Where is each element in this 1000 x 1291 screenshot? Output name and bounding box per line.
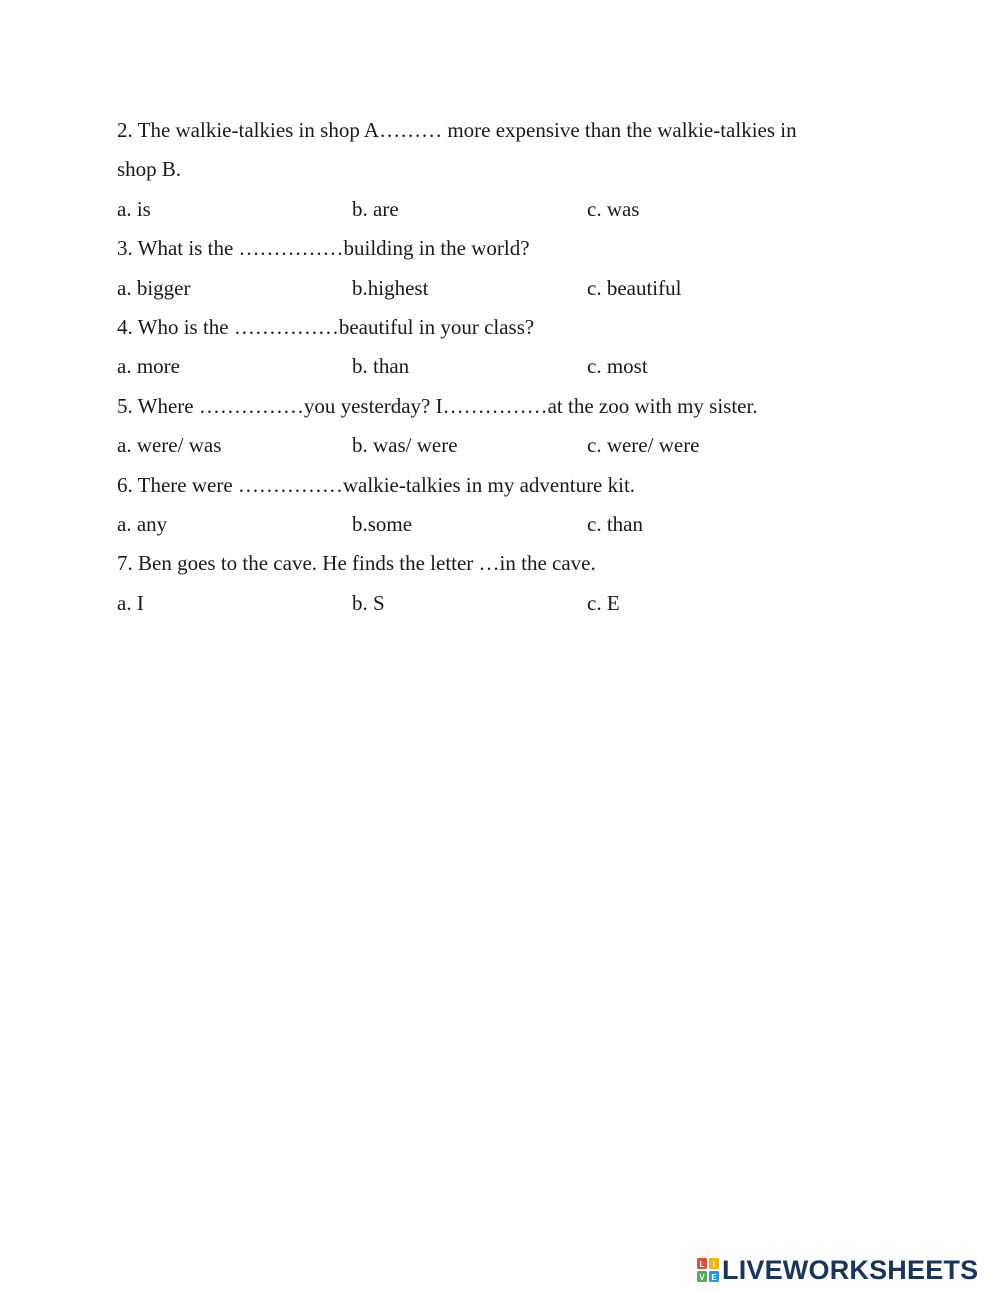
option-c[interactable]: c. were/ were (587, 433, 700, 458)
answer-options (117, 584, 877, 623)
option-b[interactable]: b. are (352, 196, 399, 221)
answer-options (117, 269, 877, 308)
worksheet (117, 111, 877, 623)
option-b[interactable]: b. than (352, 354, 410, 379)
logo-blocks-icon (697, 1258, 719, 1282)
option-c[interactable]: c. E (587, 590, 620, 615)
option-a[interactable]: a. bigger (117, 275, 191, 300)
question-text: 2. The walkie-talkies in shop A……… more expensive than the walkie-talkies in (117, 118, 797, 142)
answer-options (117, 190, 877, 229)
option-a[interactable]: a. any (117, 511, 168, 536)
question-2 (117, 111, 877, 229)
question-text: 6. There were ……………walkie-talkies in my adventure kit. (117, 472, 636, 497)
answer-options (117, 347, 877, 386)
question-7 (117, 544, 877, 623)
liveworksheets-logo (697, 1256, 978, 1284)
option-b[interactable]: b. S (352, 590, 385, 615)
question-text: 3. What is the ……………building in the world? (117, 236, 530, 261)
option-c[interactable]: c. most (587, 354, 648, 379)
question-text: 7. Ben goes to the cave. He finds the letter …in the cave. (117, 551, 596, 576)
option-c[interactable]: c. was (587, 196, 640, 221)
question-6 (117, 466, 877, 545)
question-text: 5. Where ……………you yesterday? I……………at the zoo with my sister. (117, 393, 758, 418)
option-a[interactable]: a. I (117, 590, 144, 615)
option-a[interactable]: a. were/ was (117, 433, 222, 458)
answer-options (117, 426, 877, 465)
logo-text: LIVEWORKSHEETS (722, 1255, 979, 1285)
logo-letter-e: E (711, 1273, 717, 1282)
question-4 (117, 308, 877, 387)
option-c[interactable]: c. than (587, 511, 643, 536)
answer-options (117, 505, 877, 544)
question-5 (117, 387, 877, 466)
option-b[interactable]: b.highest (352, 275, 429, 300)
logo-letter-l: L (699, 1260, 705, 1269)
question-text: 4. Who is the ……………beautiful in your class? (117, 314, 535, 339)
question-text: shop B. (117, 157, 182, 182)
option-c[interactable]: c. beautiful (587, 275, 682, 300)
logo-letter-i: I (712, 1260, 716, 1269)
option-b[interactable]: b. was/ were (352, 433, 458, 458)
option-b[interactable]: b.some (352, 511, 413, 536)
option-a[interactable]: a. more (117, 354, 180, 379)
logo-letter-v: V (699, 1273, 705, 1282)
question-3 (117, 229, 877, 308)
option-a[interactable]: a. is (117, 196, 151, 221)
